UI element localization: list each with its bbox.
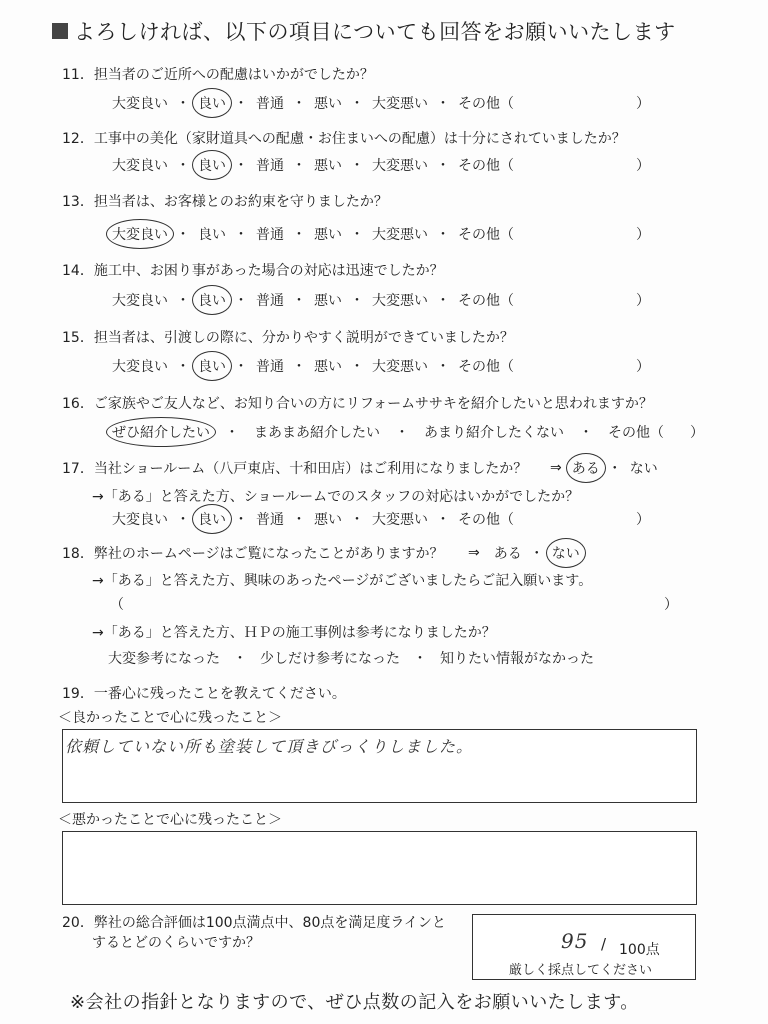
paren-open: （	[110, 597, 124, 613]
question-20-line-2: するとどのくらいですか？	[92, 935, 260, 951]
q15-option-other[interactable]: その他（	[458, 359, 514, 375]
q13-option-very-good[interactable]: 大変良い	[112, 224, 168, 244]
question-19: 19．一番心に残ったことを教えてください。	[62, 686, 346, 702]
q11-option-good[interactable]: 良い	[198, 93, 226, 113]
q14-option-bad[interactable]: 悪い	[314, 293, 342, 309]
paren-close: ）	[636, 512, 650, 528]
q11-option-very-good[interactable]: 大変良い	[112, 96, 168, 112]
q17-option-other[interactable]: その他（	[458, 512, 514, 528]
q13-option-normal[interactable]: 普通	[256, 227, 284, 243]
square-bullet-icon	[52, 23, 68, 39]
q18-follow-question-1: →「ある」と答えた方、興味のあったページがございましたらご記入願います。	[92, 573, 593, 589]
question-15: 15．担当者は、引渡しの際に、分かりやすく説明ができていましたか？	[62, 330, 514, 346]
q14-options: 大変良い ・ 良い ・ 普通 ・ 悪い ・ 大変悪い ・ その他（	[112, 290, 514, 310]
q17-option-very-bad[interactable]: 大変悪い	[372, 512, 428, 528]
q17-option-bad[interactable]: 悪い	[314, 512, 342, 528]
score-box[interactable]	[472, 914, 696, 980]
q11-option-normal[interactable]: 普通	[256, 96, 284, 112]
q15-option-good[interactable]: 良い	[198, 356, 226, 376]
q11-option-other[interactable]: その他（	[458, 96, 514, 112]
q13-option-good[interactable]: 良い	[198, 227, 226, 243]
question-16: 16．ご家族やご友人など、お知り合いの方にリフォームササキを紹介したいと思われますか？	[62, 396, 653, 412]
q18-follow-question-2: →「ある」と答えた方、ＨＰの施工事例は参考になりましたか？	[92, 625, 496, 641]
paren-close: ）	[636, 227, 650, 243]
q13-options: 大変良い ・ 良い ・ 普通 ・ 悪い ・ 大変悪い ・ その他（	[112, 224, 514, 244]
q18-answer: ⇒ ある ・ ない	[468, 545, 580, 562]
question-18: 18．弊社のホームページはご覧になったことがありますか？	[62, 546, 444, 562]
page-title	[52, 16, 676, 46]
q16-option-not-really[interactable]: あまり紹介したくない	[424, 425, 564, 441]
q13-option-bad[interactable]: 悪い	[314, 227, 342, 243]
q16-option-somewhat[interactable]: まあまあ紹介したい	[254, 425, 380, 441]
question-20-line-1: 20．弊社の総合評価は100点満点中、80点を満足度ラインと	[62, 915, 446, 931]
q17-follow-options: 大変良い ・ 良い ・ 普通 ・ 悪い ・ 大変悪い ・ その他（	[112, 509, 514, 529]
question-17: 17．当社ショールーム（八戸東店、十和田店）はご利用になりましたか？	[62, 461, 528, 477]
q15-option-bad[interactable]: 悪い	[314, 359, 342, 375]
q15-options: 大変良い ・ 良い ・ 普通 ・ 悪い ・ 大変悪い ・ その他（	[112, 356, 514, 376]
paren-close: ）	[636, 158, 650, 174]
q11-option-very-bad[interactable]: 大変悪い	[372, 96, 428, 112]
bad-memory-label: ＜悪かったことで心に残ったこと＞	[58, 812, 282, 828]
q11-option-bad[interactable]: 悪い	[314, 96, 342, 112]
q17-follow-question: →「ある」と答えた方、ショールームでのスタッフの対応はいかがでしたか？	[92, 489, 580, 505]
q12-options: 大変良い ・ 良い ・ 普通 ・ 悪い ・ 大変悪い ・ その他（	[112, 155, 514, 175]
arrow-icon: ⇒	[550, 460, 562, 476]
question-14: 14．施工中、お困り事があった場合の対応は迅速でしたか？	[62, 263, 444, 279]
q18-option-little-helpful[interactable]: 少しだけ参考になった	[260, 651, 400, 667]
header-text: よろしければ、以下の項目についても回答をお願いいたします	[74, 20, 676, 44]
q14-option-other[interactable]: その他（	[458, 293, 514, 309]
score-max: 100点	[619, 942, 660, 958]
bad-memory-textarea[interactable]	[62, 831, 697, 905]
q13-option-other[interactable]: その他（	[458, 227, 514, 243]
good-memory-answer: 依頼していない所も塗装して頂きびっくりしました。	[65, 737, 474, 756]
q12-option-good[interactable]: 良い	[198, 155, 226, 175]
score-note: 厳しく採点してください	[509, 963, 653, 978]
q14-option-normal[interactable]: 普通	[256, 293, 284, 309]
q17-answer: ⇒ ある ・ ない	[550, 460, 658, 477]
q12-option-other[interactable]: その他（	[458, 158, 514, 174]
paren-close: ）	[636, 96, 650, 112]
q14-option-good[interactable]: 良い	[198, 290, 226, 310]
question-13: 13．担当者は、お客様とのお約束を守りましたか？	[62, 194, 388, 210]
arrow-icon: ⇒	[468, 545, 480, 561]
q12-option-bad[interactable]: 悪い	[314, 158, 342, 174]
paren-close: ）	[636, 293, 650, 309]
q15-option-very-good[interactable]: 大変良い	[112, 359, 168, 375]
paren-close: ）	[690, 425, 704, 441]
score-value: 95	[561, 929, 589, 953]
paren-close: ）	[664, 597, 678, 613]
footer-note: ※会社の指針となりますので、ぜひ点数の記入をお願いいたします。	[70, 992, 639, 1013]
q18-follow-options: 大変参考になった ・ 少しだけ参考になった ・ 知りたい情報がなかった	[108, 648, 594, 668]
q11-options: 大変良い ・ 良い ・ 普通 ・ 悪い ・ 大変悪い ・ その他（	[112, 93, 514, 113]
question-11: 11．担当者のご近所への配慮はいかがでしたか？	[62, 67, 374, 83]
q18-option-very-helpful[interactable]: 大変参考になった	[108, 651, 220, 667]
good-memory-label: ＜良かったことで心に残ったこと＞	[58, 710, 282, 726]
q17-option-normal[interactable]: 普通	[256, 512, 284, 528]
q16-option-other[interactable]: その他（	[608, 425, 664, 441]
q12-option-very-good[interactable]: 大変良い	[112, 158, 168, 174]
q18-option-yes[interactable]: ある	[493, 546, 522, 562]
q17-option-good[interactable]: 良い	[198, 509, 226, 529]
paren-close: ）	[636, 359, 650, 375]
q12-option-very-bad[interactable]: 大変悪い	[372, 158, 428, 174]
q14-option-very-good[interactable]: 大変良い	[112, 293, 168, 309]
q15-option-normal[interactable]: 普通	[256, 359, 284, 375]
q14-option-very-bad[interactable]: 大変悪い	[372, 293, 428, 309]
q18-option-no-info[interactable]: 知りたい情報がなかった	[440, 651, 594, 667]
q16-options: ぜひ紹介したい ・ まあまあ紹介したい ・ あまり紹介したくない ・ その他（	[112, 422, 664, 442]
score-slash: /	[601, 935, 607, 953]
q15-option-very-bad[interactable]: 大変悪い	[372, 359, 428, 375]
q16-option-definitely[interactable]: ぜひ紹介したい	[112, 422, 210, 442]
q17-option-very-good[interactable]: 大変良い	[112, 512, 168, 528]
q12-option-normal[interactable]: 普通	[256, 158, 284, 174]
good-memory-textarea[interactable]	[62, 729, 697, 803]
q18-option-no[interactable]: ない	[552, 543, 580, 563]
question-12: 12．工事中の美化（家財道具への配慮・お住まいへの配慮）は十分にされていましたか？	[62, 131, 626, 147]
q17-option-no[interactable]: ない	[629, 461, 658, 477]
q13-option-very-bad[interactable]: 大変悪い	[372, 227, 428, 243]
q17-option-yes[interactable]: ある	[572, 458, 600, 478]
